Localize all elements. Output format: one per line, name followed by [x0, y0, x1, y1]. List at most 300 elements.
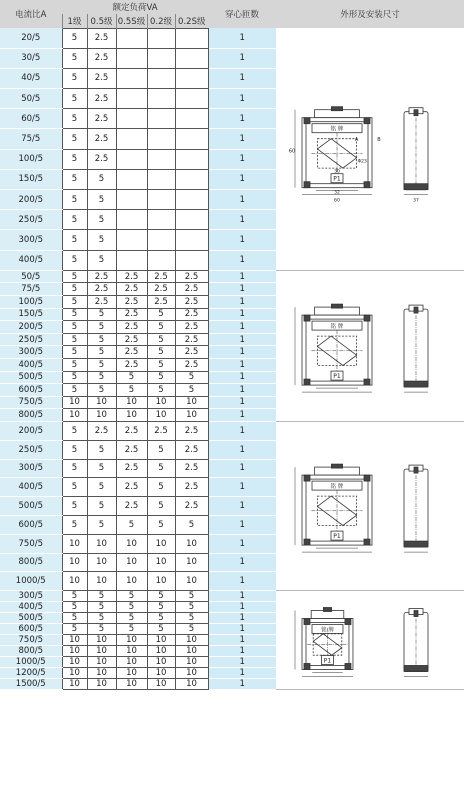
burden-cell: 10	[175, 668, 208, 679]
burden-cell: 5	[62, 497, 87, 516]
burden-cell: 5	[62, 250, 87, 270]
burden-cell: 10	[147, 657, 175, 668]
burden-cell	[147, 48, 175, 68]
turns-cell: 1	[208, 48, 276, 68]
ratio-cell: 250/5	[0, 210, 62, 230]
burden-cell: 2.5	[116, 497, 147, 516]
burden-cell: 5	[62, 68, 87, 88]
burden-cell: 5	[116, 613, 147, 624]
burden-cell: 2.5	[116, 295, 147, 308]
turns-cell: 1	[208, 28, 276, 48]
burden-cell: 2.5	[87, 129, 116, 149]
ratio-cell: 75/5	[0, 283, 62, 296]
turns-cell: 1	[208, 295, 276, 308]
ratio-cell: 75/5	[0, 129, 62, 149]
turns-cell: 1	[208, 646, 276, 657]
burden-cell: 5	[62, 230, 87, 250]
outline-cell	[276, 270, 464, 421]
turns-cell: 1	[208, 333, 276, 346]
burden-cell: 10	[116, 635, 147, 646]
ratio-cell: 1000/5	[0, 572, 62, 591]
turns-cell: 1	[208, 190, 276, 210]
burden-cell: 5	[87, 478, 116, 497]
turns-header: 穿心匝数	[208, 0, 276, 28]
turns-cell: 1	[208, 358, 276, 371]
ratio-cell: 500/5	[0, 497, 62, 516]
ratio-cell: 600/5	[0, 384, 62, 397]
burden-cell: 5	[87, 333, 116, 346]
outline-cell	[276, 421, 464, 590]
burden-cell: 5	[87, 515, 116, 534]
ratio-cell: 600/5	[0, 624, 62, 635]
burden-cell: 2.5	[147, 270, 175, 283]
ratio-cell: 150/5	[0, 169, 62, 189]
burden-cell	[175, 210, 208, 230]
ratio-cell: 200/5	[0, 321, 62, 334]
turns-cell: 1	[208, 396, 276, 409]
burden-cell: 5	[62, 190, 87, 210]
burden-cell: 10	[116, 668, 147, 679]
burden-cell: 2.5	[116, 478, 147, 497]
burden-cell: 5	[175, 384, 208, 397]
burden-cell: 5	[116, 515, 147, 534]
burden-cell: 2.5	[87, 149, 116, 169]
burden-cell: 10	[116, 409, 147, 422]
dim-inner-width-label: 30	[334, 169, 340, 175]
burden-header: 额定负荷VA	[62, 0, 208, 14]
burden-cell: 10	[147, 553, 175, 572]
ratio-cell: 30/5	[0, 48, 62, 68]
burden-cell: 10	[116, 646, 147, 657]
burden-cell: 5	[62, 283, 87, 296]
outline-cell	[276, 28, 464, 270]
terminal-p1-label: P1	[323, 657, 332, 665]
burden-cell	[175, 169, 208, 189]
ratio-cell: 300/5	[0, 459, 62, 478]
burden-cell: 5	[147, 321, 175, 334]
burden-cell: 5	[62, 295, 87, 308]
burden-cell: 10	[147, 396, 175, 409]
turns-cell: 1	[208, 250, 276, 270]
burden-cell: 2.5	[116, 283, 147, 296]
nameplate-label: 铭 牌	[330, 323, 344, 330]
burden-cell: 10	[62, 534, 87, 553]
burden-cell: 10	[62, 396, 87, 409]
burden-cell: 5	[147, 308, 175, 321]
burden-cell	[147, 230, 175, 250]
burden-cell: 5	[87, 440, 116, 459]
burden-cell: 10	[116, 657, 147, 668]
turns-cell: 1	[208, 613, 276, 624]
turns-cell: 1	[208, 371, 276, 384]
ratio-cell: 250/5	[0, 440, 62, 459]
ratio-cell: 1500/5	[0, 679, 62, 690]
ratio-cell: 800/5	[0, 553, 62, 572]
burden-cell: 5	[62, 440, 87, 459]
burden-cell: 5	[62, 321, 87, 334]
burden-cell: 10	[87, 553, 116, 572]
burden-cell	[175, 250, 208, 270]
burden-cell: 10	[116, 572, 147, 591]
turns-cell: 1	[208, 270, 276, 283]
outline-drawing-4	[276, 591, 464, 689]
burden-cell: 5	[87, 624, 116, 635]
burden-cell	[147, 169, 175, 189]
turns-cell: 1	[208, 624, 276, 635]
burden-cell: 5	[87, 358, 116, 371]
burden-cell: 5	[62, 210, 87, 230]
table-row	[0, 591, 464, 602]
burden-cell: 5	[147, 497, 175, 516]
burden-cell	[116, 89, 147, 109]
burden-cell: 5	[87, 346, 116, 359]
burden-cell	[116, 210, 147, 230]
turns-cell: 1	[208, 478, 276, 497]
burden-cell: 10	[87, 396, 116, 409]
burden-cell: 2.5	[87, 89, 116, 109]
burden-cell: 2.5	[116, 421, 147, 440]
dim-depth-label: 37	[413, 198, 419, 204]
turns-cell: 1	[208, 421, 276, 440]
burden-cell: 10	[175, 646, 208, 657]
burden-cell: 2.5	[116, 440, 147, 459]
dim-window-label: Φ23	[357, 159, 367, 165]
burden-cell: 5	[175, 371, 208, 384]
ratio-cell: 300/5	[0, 346, 62, 359]
ratio-cell: 500/5	[0, 371, 62, 384]
nameplate-label: 铭 牌	[330, 484, 344, 491]
turns-cell: 1	[208, 89, 276, 109]
burden-cell: 5	[116, 371, 147, 384]
terminal-p1-label: P1	[333, 372, 341, 380]
burden-cell: 10	[62, 635, 87, 646]
burden-cell: 5	[116, 591, 147, 602]
burden-cell: 5	[62, 333, 87, 346]
ratio-cell: 800/5	[0, 409, 62, 422]
burden-cell	[116, 109, 147, 129]
ratio-cell: 50/5	[0, 89, 62, 109]
burden-cell: 5	[62, 478, 87, 497]
burden-cell: 2.5	[175, 308, 208, 321]
spec-table-body	[0, 28, 464, 690]
burden-cell: 5	[62, 270, 87, 283]
burden-cell: 10	[116, 534, 147, 553]
turns-cell: 1	[208, 409, 276, 422]
burden-cell: 5	[87, 190, 116, 210]
burden-cell: 10	[147, 409, 175, 422]
burden-cell: 10	[175, 409, 208, 422]
burden-cell	[147, 68, 175, 88]
burden-cell: 5	[147, 478, 175, 497]
burden-cell: 10	[116, 679, 147, 690]
burden-cell: 2.5	[87, 283, 116, 296]
burden-cell: 5	[62, 624, 87, 635]
burden-cell: 10	[62, 553, 87, 572]
ratio-cell: 250/5	[0, 333, 62, 346]
burden-cell	[175, 48, 208, 68]
burden-cell: 5	[87, 459, 116, 478]
burden-cell	[116, 149, 147, 169]
turns-cell: 1	[208, 459, 276, 478]
turns-cell: 1	[208, 283, 276, 296]
burden-cell	[116, 250, 147, 270]
terminal-p1-label: P1	[333, 533, 341, 541]
burden-cell: 2.5	[175, 358, 208, 371]
front-view	[295, 608, 353, 677]
turns-cell: 1	[208, 308, 276, 321]
class-1-header: 1级	[62, 14, 87, 28]
burden-cell: 5	[62, 371, 87, 384]
ratio-cell: 500/5	[0, 613, 62, 624]
ratio-cell: 40/5	[0, 68, 62, 88]
burden-cell: 2.5	[175, 270, 208, 283]
burden-cell: 5	[87, 210, 116, 230]
burden-cell: 5	[62, 358, 87, 371]
turns-cell: 1	[208, 679, 276, 690]
turns-cell: 1	[208, 109, 276, 129]
burden-cell: 10	[175, 657, 208, 668]
turns-cell: 1	[208, 534, 276, 553]
turns-cell: 1	[208, 497, 276, 516]
burden-cell	[116, 129, 147, 149]
burden-cell: 5	[147, 358, 175, 371]
ratio-cell: 150/5	[0, 308, 62, 321]
burden-cell: 10	[175, 635, 208, 646]
burden-cell	[147, 109, 175, 129]
burden-cell: 5	[62, 28, 87, 48]
turns-cell: 1	[208, 321, 276, 334]
ratio-cell: 1200/5	[0, 668, 62, 679]
burden-cell: 10	[87, 646, 116, 657]
ratio-cell: 750/5	[0, 534, 62, 553]
turns-cell: 1	[208, 572, 276, 591]
turns-cell: 1	[208, 553, 276, 572]
burden-cell: 5	[147, 384, 175, 397]
side-view	[404, 305, 428, 392]
burden-cell: 10	[87, 534, 116, 553]
burden-cell: 5	[62, 421, 87, 440]
burden-cell: 10	[116, 396, 147, 409]
dim-height-label: 60	[288, 148, 296, 155]
turns-cell: 1	[208, 149, 276, 169]
side-view	[404, 465, 428, 552]
burden-cell: 2.5	[87, 109, 116, 129]
burden-cell: 5	[147, 613, 175, 624]
burden-cell: 2.5	[175, 295, 208, 308]
burden-cell: 10	[87, 657, 116, 668]
table-row	[0, 270, 464, 283]
burden-cell: 2.5	[87, 28, 116, 48]
burden-cell: 10	[62, 572, 87, 591]
turns-cell: 1	[208, 129, 276, 149]
burden-cell: 5	[87, 321, 116, 334]
burden-cell: 5	[175, 613, 208, 624]
burden-cell	[175, 109, 208, 129]
burden-cell	[175, 89, 208, 109]
burden-cell	[116, 28, 147, 48]
burden-cell: 5	[116, 384, 147, 397]
burden-cell: 5	[87, 230, 116, 250]
turns-cell: 1	[208, 635, 276, 646]
burden-cell: 5	[175, 624, 208, 635]
burden-cell: 5	[147, 591, 175, 602]
burden-cell	[147, 149, 175, 169]
ratio-cell: 750/5	[0, 396, 62, 409]
class-05s-header: 0.5S级	[116, 14, 147, 28]
burden-cell: 10	[147, 534, 175, 553]
burden-cell	[147, 28, 175, 48]
burden-cell: 5	[147, 346, 175, 359]
burden-cell: 2.5	[87, 421, 116, 440]
burden-cell: 5	[147, 624, 175, 635]
ratio-cell: 200/5	[0, 421, 62, 440]
burden-cell: 2.5	[175, 421, 208, 440]
burden-cell: 2.5	[175, 440, 208, 459]
side-view	[404, 108, 428, 195]
turns-cell: 1	[208, 346, 276, 359]
burden-cell: 2.5	[175, 478, 208, 497]
burden-cell: 10	[175, 572, 208, 591]
class-05-header: 0.5级	[87, 14, 116, 28]
burden-cell	[116, 48, 147, 68]
turns-cell: 1	[208, 440, 276, 459]
burden-cell: 5	[87, 602, 116, 613]
burden-cell: 5	[147, 440, 175, 459]
burden-cell	[147, 129, 175, 149]
turns-cell: 1	[208, 68, 276, 88]
burden-cell: 2.5	[116, 358, 147, 371]
burden-cell	[175, 230, 208, 250]
ratio-cell: 20/5	[0, 28, 62, 48]
burden-cell	[175, 68, 208, 88]
ratio-cell: 50/5	[0, 270, 62, 283]
burden-cell: 5	[62, 308, 87, 321]
burden-cell: 2.5	[116, 321, 147, 334]
turns-cell: 1	[208, 230, 276, 250]
burden-cell: 5	[147, 602, 175, 613]
burden-cell: 5	[62, 384, 87, 397]
burden-cell: 2.5	[87, 68, 116, 88]
burden-cell: 10	[147, 679, 175, 690]
nameplate-label: 铭 牌	[321, 627, 334, 634]
burden-cell: 2.5	[175, 321, 208, 334]
turns-cell: 1	[208, 210, 276, 230]
burden-cell: 10	[62, 668, 87, 679]
outline-drawing-3	[276, 422, 464, 590]
burden-cell: 5	[87, 169, 116, 189]
class-02s-header: 0.2S级	[175, 14, 208, 28]
ratio-header: 电流比A	[0, 0, 62, 28]
dim-width-label: 60	[334, 198, 340, 204]
ratio-cell: 800/5	[0, 646, 62, 657]
burden-cell: 5	[87, 250, 116, 270]
burden-cell: 5	[87, 308, 116, 321]
burden-cell: 10	[87, 409, 116, 422]
burden-cell: 5	[62, 602, 87, 613]
burden-cell	[147, 89, 175, 109]
ratio-cell: 100/5	[0, 149, 62, 169]
turns-cell: 1	[208, 384, 276, 397]
burden-cell: 10	[62, 657, 87, 668]
turns-cell: 1	[208, 668, 276, 679]
burden-cell: 2.5	[116, 459, 147, 478]
burden-cell: 5	[175, 602, 208, 613]
burden-cell: 10	[87, 635, 116, 646]
burden-cell: 2.5	[87, 270, 116, 283]
burden-cell: 5	[62, 346, 87, 359]
burden-cell: 5	[62, 613, 87, 624]
burden-cell: 5	[62, 149, 87, 169]
burden-cell	[116, 68, 147, 88]
burden-cell: 2.5	[175, 333, 208, 346]
burden-cell: 2.5	[116, 333, 147, 346]
burden-cell	[116, 230, 147, 250]
ratio-cell: 300/5	[0, 591, 62, 602]
burden-cell: 10	[116, 553, 147, 572]
turns-cell: 1	[208, 657, 276, 668]
table-row	[0, 28, 464, 48]
burden-cell: 10	[147, 635, 175, 646]
burden-cell: 5	[87, 371, 116, 384]
burden-cell: 5	[62, 591, 87, 602]
burden-cell: 10	[62, 409, 87, 422]
burden-cell: 5	[87, 497, 116, 516]
burden-cell	[175, 28, 208, 48]
burden-cell: 5	[62, 129, 87, 149]
ratio-cell: 400/5	[0, 602, 62, 613]
burden-cell: 2.5	[147, 421, 175, 440]
burden-cell: 2.5	[175, 497, 208, 516]
turns-cell: 1	[208, 515, 276, 534]
turns-cell: 1	[208, 591, 276, 602]
burden-cell: 5	[147, 459, 175, 478]
burden-cell	[116, 169, 147, 189]
burden-cell: 5	[87, 591, 116, 602]
burden-cell: 10	[147, 668, 175, 679]
burden-cell: 10	[175, 679, 208, 690]
burden-cell: 5	[147, 515, 175, 534]
burden-cell: 2.5	[175, 346, 208, 359]
burden-cell: 2.5	[87, 48, 116, 68]
table-row	[0, 421, 464, 440]
side-view	[404, 609, 428, 677]
outline-drawing-1	[276, 28, 464, 269]
ratio-cell: 400/5	[0, 358, 62, 371]
ratio-cell: 400/5	[0, 478, 62, 497]
burden-cell: 10	[87, 679, 116, 690]
outline-drawing-2	[276, 271, 464, 421]
outline-cell	[276, 591, 464, 690]
ratio-cell: 60/5	[0, 109, 62, 129]
burden-cell: 10	[175, 534, 208, 553]
turns-cell: 1	[208, 602, 276, 613]
burden-cell: 2.5	[87, 295, 116, 308]
burden-cell: 2.5	[147, 283, 175, 296]
terminal-p1-label: P1	[333, 175, 341, 183]
burden-cell: 10	[175, 396, 208, 409]
burden-cell: 10	[147, 646, 175, 657]
burden-cell	[175, 190, 208, 210]
burden-cell: 5	[62, 169, 87, 189]
burden-cell: 5	[175, 591, 208, 602]
burden-cell	[147, 210, 175, 230]
burden-cell: 10	[175, 553, 208, 572]
burden-cell: 5	[87, 384, 116, 397]
burden-cell: 2.5	[147, 295, 175, 308]
ratio-cell: 100/5	[0, 295, 62, 308]
burden-cell: 2.5	[116, 308, 147, 321]
ratio-cell: 300/5	[0, 230, 62, 250]
